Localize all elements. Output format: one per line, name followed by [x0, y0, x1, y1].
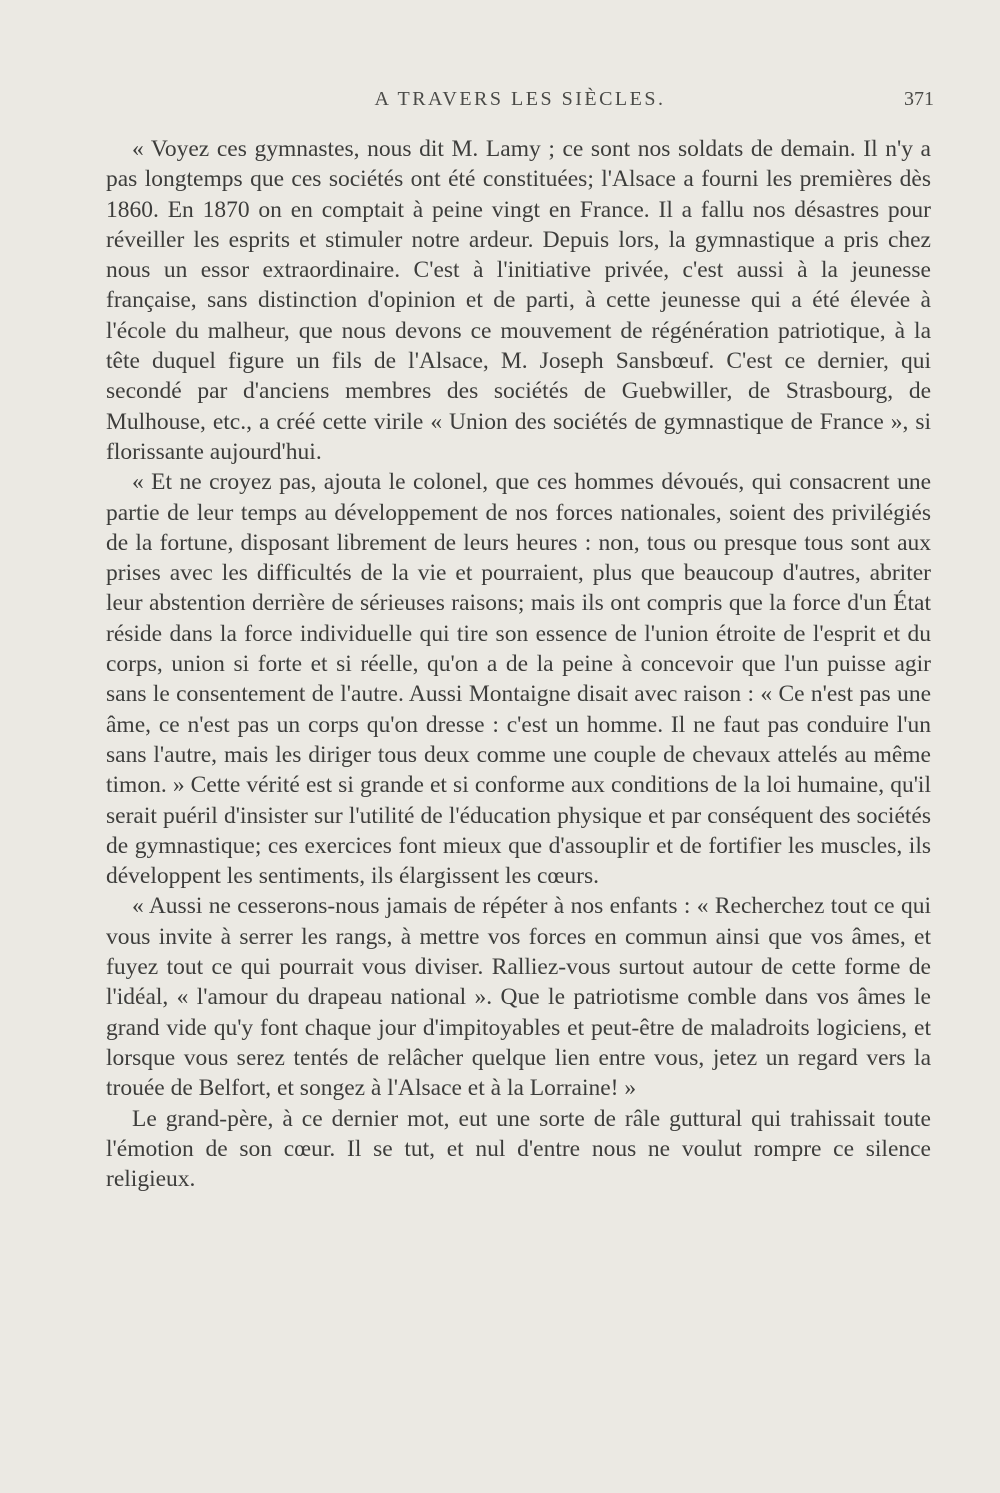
body-text	[106, 134, 931, 1194]
paragraph-3: « Aussi ne cesserons-nous jamais de répéter à nos enfants : « Recherchez tout ce qui vous invite à serrer les rangs, à mettre vos forces en commun ainsi que vos âmes, et fuyez tout ce qui pourrait vous diviser. Ralliez-vous surtout autour de cette forme de l'idéal, « l'amour du drapeau national ». Que le patriotisme comble dans vos âmes le grand vide qu'y font chaque jour d'impitoyables et peut-être de maladroits logiciens, et lorsque vous serez tentés de relâcher quelque lien entre vous, jetez un regard vers la trouée de Belfort, et songez à l'Alsace et à la Lorraine! »	[106, 893, 931, 1102]
paragraph-2: « Et ne croyez pas, ajouta le colonel, que ces hommes dévoués, qui consacrent une partie de leur temps au développement de nos forces nationales, soient des privilégiés de la fortune, disposant librement de leurs heures : non, tous ou presque tous sont aux prises avec les difficultés de la vie et pourraient, plus que beaucoup d'autres, abriter leur abstention derrière de sérieuses raisons; mais ils ont compris que la force d'un État réside dans la force individuelle qui tire son essence de l'union étroite de l'esprit et du corps, union si forte et si réelle, qu'on a de la peine à concevoir que l'un puisse agir sans le consentement de l'autre. Aussi Montaigne disait avec raison : « Ce n'est pas une âme, ce n'est pas un corps qu'on dresse : c'est un homme. Il ne faut pas conduire l'un sans l'autre, mais les diriger tous deux comme une couple de chevaux attelés au même timon. » Cette vérité est si grande et si conforme aux conditions de la loi humaine, qu'il serait puéril d'insister sur l'utilité de l'éducation physique et par conséquent des sociétés de gymnastique; ces exercices font mieux que d'assouplir et de fortifier les muscles, ils développent les sentiments, ils élargissent les cœurs.	[106, 469, 931, 890]
running-title: A TRAVERS LES SIÈCLES.	[374, 88, 666, 110]
page-header	[106, 88, 934, 118]
page-number: 371	[904, 88, 934, 110]
paragraph-1: « Voyez ces gymnastes, nous dit M. Lamy ; ce sont nos soldats de demain. Il n'y a pas longtemps que ces sociétés ont été constituées; l'Alsace a fourni les premières dès 1860. En 1870 on en comptait à peine vingt en France. Il a fallu nos désastres pour réveiller les esprits et stimuler notre ardeur. Depuis lors, la gymnastique a pris chez nous un essor extraordinaire. C'est à l'initiative privée, c'est aussi à la jeunesse française, sans distinction d'opinion et de parti, à cette jeunesse qui a été élevée à l'école du malheur, que nous devons ce mouvement de régénération patriotique, à la tête duquel figure un fils de l'Alsace, M. Joseph Sansbœuf. C'est ce dernier, qui secondé par d'anciens membres des sociétés de Guebwiller, de Strasbourg, de Mulhouse, etc., a créé cette virile « Union des sociétés de gymnastique de France », si florissante aujourd'hui.	[106, 136, 931, 465]
paragraph-4: Le grand-père, à ce dernier mot, eut une sorte de râle guttural qui trahissait toute l'émotion de son cœur. Il se tut, et nul d'entre nous ne voulut rompre ce silence religieux.	[106, 1105, 931, 1193]
